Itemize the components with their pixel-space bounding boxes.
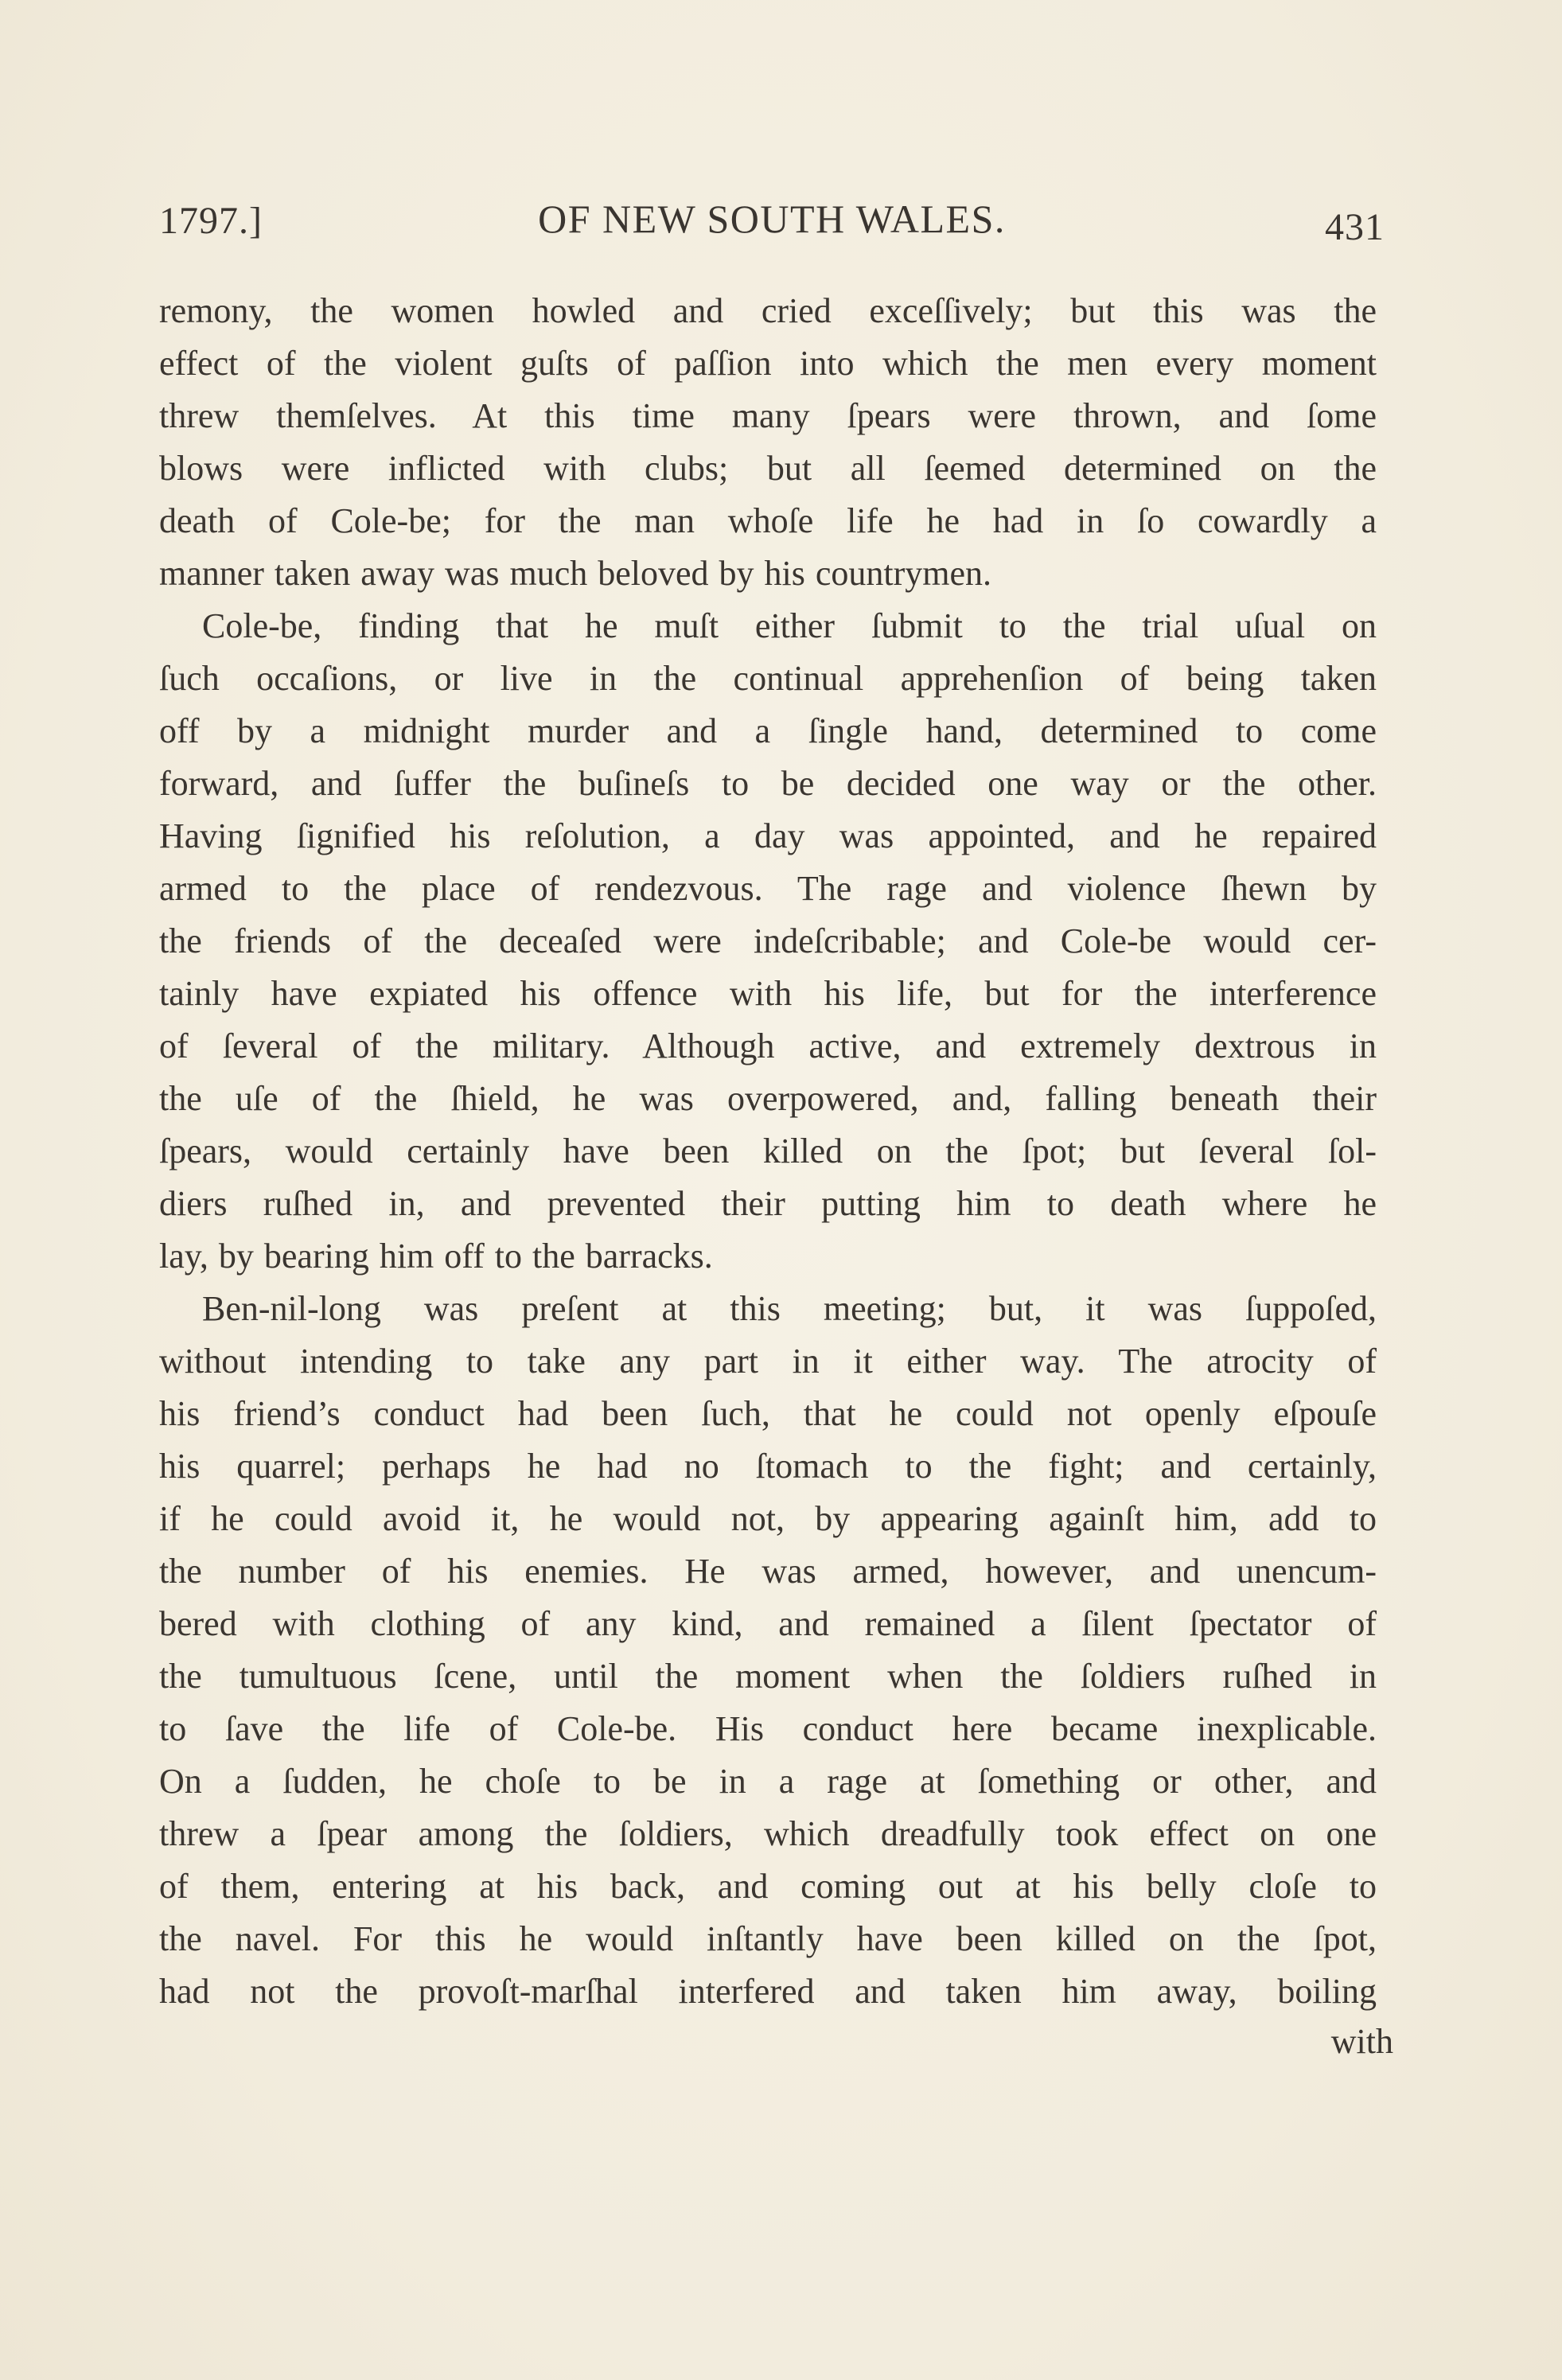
text-line: the uſe of the ſhield, he was overpowered, and, falling beneath their [159, 1079, 1377, 1118]
text-line: forward, and ſuffer the buſineſs to be decided one way or the other. [159, 764, 1377, 803]
text-line: to ſave the life of Cole-be. His conduct here became inexplicable. [159, 1709, 1377, 1748]
catchword: with [1330, 2022, 1393, 2061]
text-line: ſuch occaſions, or live in the continual apprehenſion of being taken [159, 659, 1377, 698]
text-line: Having ſignified his reſolution, a day was appointed, and he repaired [159, 816, 1377, 855]
running-header [159, 191, 1385, 255]
text-line: diers ruſhed in, and prevented their putting him to death where he [159, 1184, 1377, 1223]
text-line: lay, by bearing him off to the barracks. [159, 1237, 713, 1276]
text-line: On a ſudden, he choſe to be in a rage at ſomething or other, and [159, 1762, 1377, 1801]
header-year: 1797.] [159, 200, 263, 242]
text-line: the tumultuous ſcene, until the moment when the ſoldiers ruſhed in [159, 1657, 1377, 1696]
text-line: if he could avoid it, he would not, by appearing againſt him, add to [159, 1499, 1377, 1538]
text-line: tainly have expiated his offence with his life, but for the interference [159, 974, 1377, 1013]
text-line: death of Cole-be; for the man whoſe life he had in ſo cowardly a [159, 501, 1377, 540]
text-line: off by a midnight murder and a ſingle hand, determined to come [159, 711, 1377, 750]
text-line: the navel. For this he would inſtantly have been killed on the ſpot, [159, 1919, 1377, 1958]
text-line: threw a ſpear among the ſoldiers, which dreadfully took effect on one [159, 1814, 1377, 1853]
text-line: his friend’s conduct had been ſuch, that he could not openly eſpouſe [159, 1394, 1377, 1433]
text-line: Ben-nil-long was preſent at this meeting; but, it was ſuppoſed, [202, 1289, 1377, 1328]
page-number: 431 [1325, 206, 1385, 248]
text-line: armed to the place of rendezvous. The rage and violence ſhewn by [159, 869, 1377, 908]
text-line: his quarrel; perhaps he had no ſtomach to the fight; and certainly, [159, 1447, 1377, 1486]
text-line: manner taken away was much beloved by his countrymen. [159, 554, 992, 593]
text-line: remony, the women howled and cried exceſſively; but this was the [159, 291, 1377, 330]
text-line: Cole-be, finding that he muſt either ſubmit to the trial uſual on [202, 606, 1377, 645]
text-line: had not the provoſt-marſhal interfered and taken him away, boiling [159, 1972, 1377, 2011]
body-text [159, 285, 1377, 2018]
text-line: threw themſelves. At this time many ſpears were thrown, and ſome [159, 396, 1377, 435]
text-line: without intending to take any part in it either way. The atrocity of [159, 1342, 1377, 1381]
text-line: bered with clothing of any kind, and remained a ſilent ſpectator of [159, 1604, 1377, 1643]
text-line: of ſeveral of the military. Although active, and extremely dextrous in [159, 1026, 1377, 1065]
text-line: of them, entering at his back, and coming out at his belly cloſe to [159, 1867, 1377, 1906]
text-line: ſpears, would certainly have been killed on the ſpot; but ſeveral ſol- [159, 1132, 1377, 1171]
text-line: the number of his enemies. He was armed, however, and unencum- [159, 1552, 1377, 1591]
header-title: OF NEW SOUTH WALES. [538, 197, 1006, 241]
text-line: effect of the violent guſts of paſſion into which the men every moment [159, 344, 1377, 383]
text-line: blows were inflicted with clubs; but all ſeemed determined on the [159, 449, 1377, 488]
text-line: the friends of the deceaſed were indeſcribable; and Cole-be would cer- [159, 921, 1377, 960]
